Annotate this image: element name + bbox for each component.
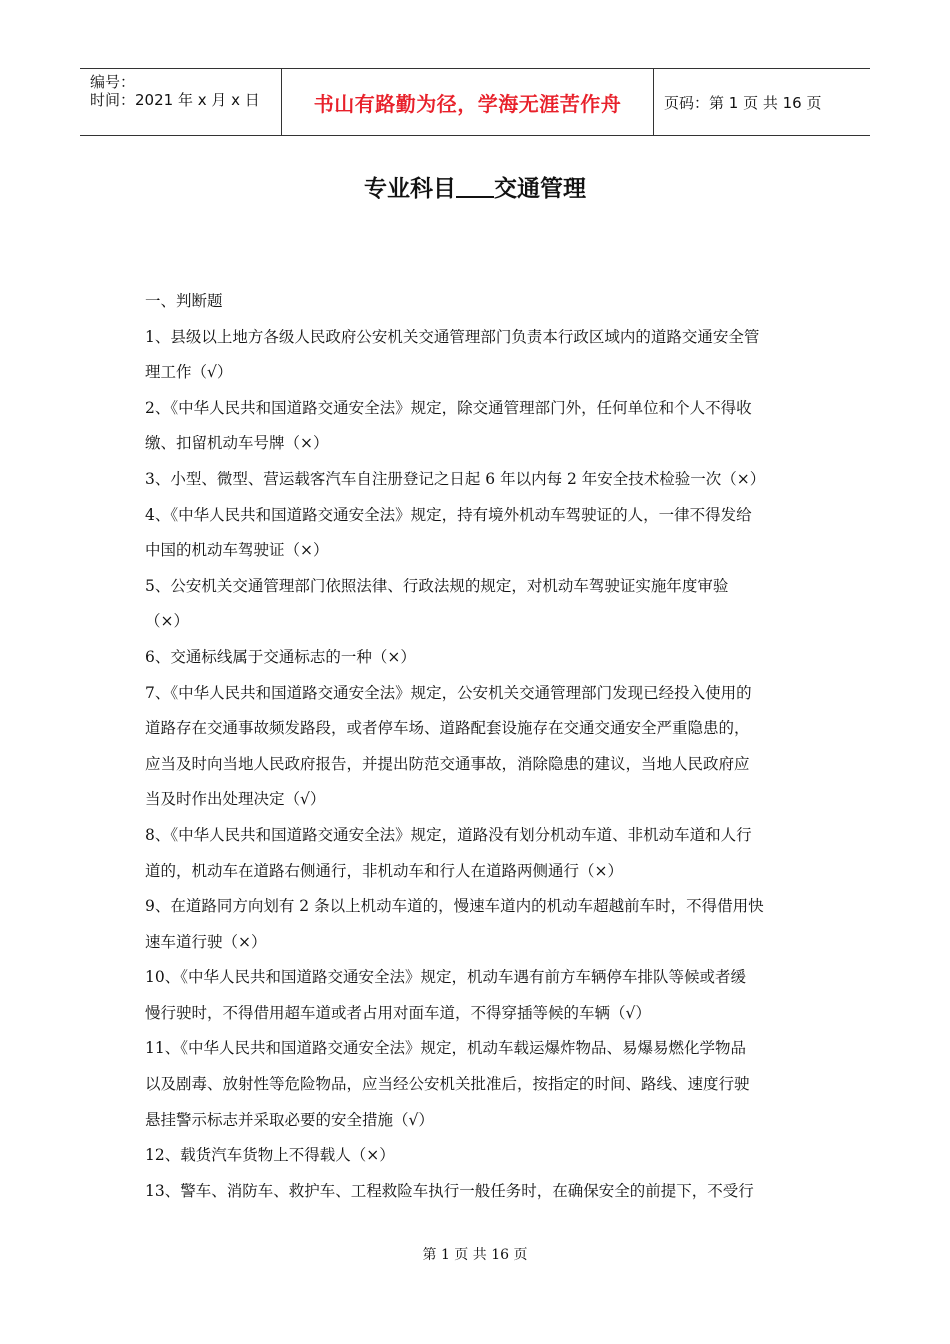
body-text-line: 速车道行驶（×）	[145, 932, 267, 951]
header-info-cell	[80, 69, 282, 135]
body-text-line: 应当及时向当地人民政府报告，并提出防范交通事故，消除隐患的建议，当地人民政府应	[145, 754, 750, 773]
document-date-label: 时间：2021 年 x 月 x 日	[90, 91, 260, 109]
body-text-line: 8、《中华人民共和国道路交通安全法》规定，道路没有划分机动车道、非机动车道和人行	[145, 825, 752, 844]
body-text-line: 以及剧毒、放射性等危险物品，应当经公安机关批准后，按指定的时间、路线、速度行驶	[145, 1075, 750, 1094]
title-underline-blank	[456, 176, 494, 198]
title-suffix: 交通管理	[494, 176, 586, 202]
page-footer: 第 1 页 共 16 页	[422, 1247, 528, 1263]
section-heading: 一、判断题	[145, 292, 223, 310]
body-text-line: 悬挂警示标志并采取必要的安全措施（√）	[145, 1110, 434, 1129]
body-text-line: 4、《中华人民共和国道路交通安全法》规定，持有境外机动车驾驶证的人，一律不得发给	[145, 505, 752, 524]
body-text-line: 道的，机动车在道路右侧通行，非机动车和行人在道路两侧通行（×）	[145, 861, 623, 880]
body-text-line: 10、《中华人民共和国道路交通安全法》规定，机动车遇有前方车辆停车排队等候或者缓	[145, 968, 746, 987]
body-text-line: 2、《中华人民共和国道路交通安全法》规定，除交通管理部门外，任何单位和个人不得收	[145, 398, 752, 417]
body-text-line: 5、公安机关交通管理部门依照法律、行政法规的规定，对机动车驾驶证实施年度审验	[145, 576, 729, 595]
body-text-line: 中国的机动车驾驶证（×）	[145, 541, 329, 560]
document-number-label: 编号：	[90, 73, 136, 91]
body-text-line: 9、在道路同方向划有 2 条以上机动车道的，慢速车道内的机动车超越前车时，不得借用快	[145, 897, 764, 916]
body-text-line: 缴、扣留机动车号牌（×）	[145, 434, 329, 453]
body-text-line: 当及时作出处理决定（√）	[145, 790, 326, 809]
header-table	[80, 68, 870, 136]
body-text-line: 6、交通标线属于交通标志的一种（×）	[145, 647, 416, 666]
body-text-line: 7、《中华人民共和国道路交通安全法》规定，公安机关交通管理部门发现已经投入使用的	[145, 683, 752, 702]
body-text-line: 道路存在交通事故频发路段，或者停车场、道路配套设施存在交通交通安全严重隐患的，	[145, 719, 750, 738]
body-text-line: 13、警车、消防车、救护车、工程救险车执行一般任务时，在确保安全的前提下，不受行	[145, 1181, 754, 1200]
body-text-line: 11、《中华人民共和国道路交通安全法》规定，机动车载运爆炸物品、易爆易燃化学物品	[145, 1039, 746, 1058]
body-text-line: 慢行驶时，不得借用超车道或者占用对面车道，不得穿插等候的车辆（√）	[145, 1003, 651, 1022]
header-page-number: 页码：第 1 页 共 16 页	[664, 93, 822, 112]
title-prefix: 专业科目	[364, 176, 456, 202]
header-motto: 书山有路勤为径，学海无涯苦作舟	[282, 69, 654, 135]
document-body	[145, 284, 813, 1209]
body-text-line: （×）	[145, 612, 189, 631]
page-title	[0, 170, 950, 203]
body-text-line: 理工作（√）	[145, 363, 233, 382]
body-text-line: 1、县级以上地方各级人民政府公安机关交通管理部门负责本行政区域内的道路交通安全管	[145, 327, 760, 346]
body-text-line: 3、小型、微型、营运载客汽车自注册登记之日起 6 年以内每 2 年安全技术检验一次（×）	[145, 469, 766, 488]
body-text-line: 12、载货汽车货物上不得载人（×）	[145, 1146, 395, 1165]
